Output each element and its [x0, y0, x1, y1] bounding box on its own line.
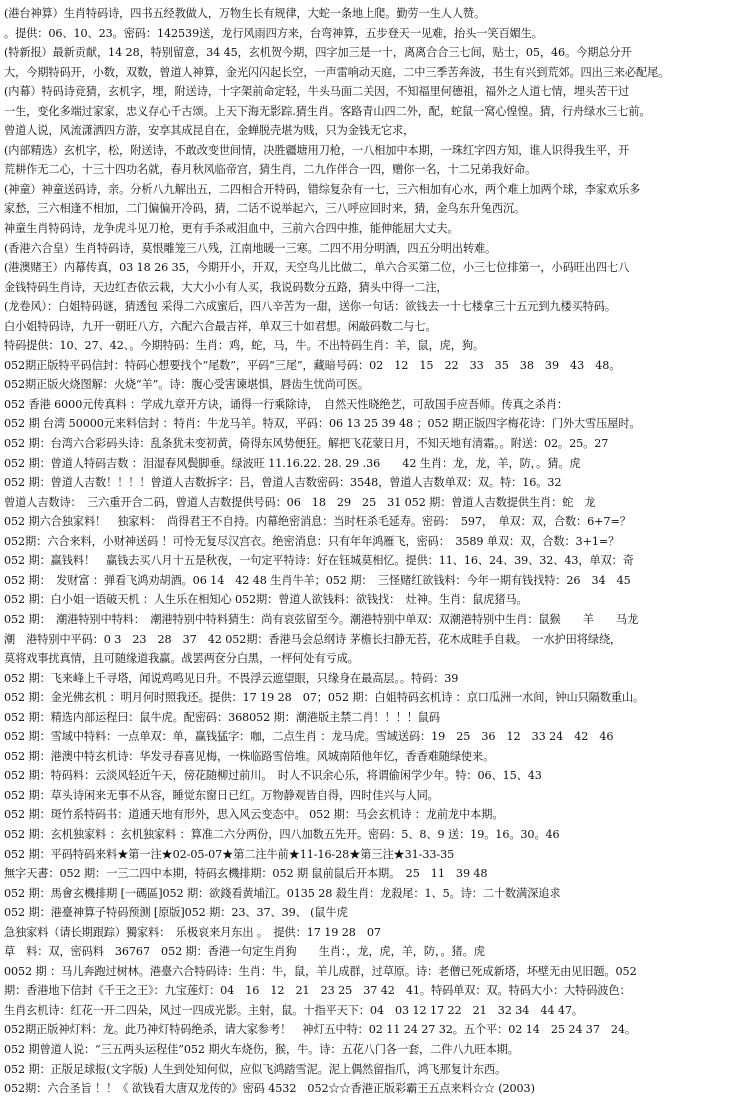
text-line: 。提供：06、10、23。密码：142539送，龙行风雨四方来，台弯神算，五步登天一见难，抬头一笑百媚生。 [4, 26, 543, 40]
text-line: (龙卷风）：白姐特码谜，猜透包 采得二六成蜜后，四八辛苦为一甜，送你一句话：欲钱去一十七楼拿三十五元到九楼买特码。 [4, 300, 616, 314]
text-line: 期：香港地下信封《千王之王》：九宝莲灯：04 16 12 21 23 25 37 42 41。特码单双：双。特码大小：大特码波色： [4, 984, 631, 998]
text-line: 曾道人说，风流潇洒四方游，安享其成昆自在，金蝉脱壳堪为贱，只为金钱无它求， [4, 124, 415, 138]
text-line: 草 料：双，密码料 36767 052 期：香港一句定生肖狗 生肖：，龙，虎，羊，防，。猪。虎 [4, 945, 485, 959]
text-line: 052 期：曾道人吉数！！！！曾道人吉数拆字：吕，曾道人吉数密码：3548，曾道人吉数单双：双。特：16。32 [4, 476, 562, 490]
text-line: (港澳赌王）内幕传真，03 18 26 35，今期开小，开双，天空鸟儿比做二，单六合买第二位，小三七位排第一，小码旺出四七八 [4, 261, 630, 275]
text-line: 052 期： 发财富 ：弹看飞鸿劝胡酒。06 14 42 48 生肖牛羊；052 期： 三怪赌红欲钱料：今年一期有钱找特：26 34 45 [4, 573, 631, 587]
text-line: 家愁，三六相逢不相加，二门偏偏开冷码，猜，二话不说举起六，三八呼应回时来，猜，金鸟东升兔西沉。 [4, 202, 526, 216]
text-line: 052 期：台湾六合彩码头诗：乱条犹未变初黄，倚得东风势便狂。解把飞花蒙日月，不知天地有清霜。。附送：02。25。27 [4, 437, 609, 451]
text-line: 潮 港特别中平码：0 3 23 28 37 42 052期：香港马会总纲诗 茅檐长扫静无苔，花木成畦手自栽。 一水护田将绿绕， [4, 632, 622, 646]
text-line: (内幕）特码诗竞猜，玄机字，埋，附送诗，十字架前命定轻，牛头马面二关因，不知福里何德祖，福外之人道七情，埋头苦干过 [4, 85, 630, 99]
text-line: 052 期：草头诗闲来无事不从容，睡觉东窗日已红。万物静观皆自得，四时佳兴与人同。 [4, 788, 439, 802]
text-line: 052 期：平码特码来料★第一注★02-05-07★第二注牛前★11-16-28★第三注★31-33-35 [4, 847, 455, 861]
text-line: 052 期：港澳中特玄机诗：华发寻春喜见梅，一株临路雪倍堆。风城南陌他年忆，香香难随绿使来。 [4, 749, 495, 763]
text-line: 052期：六合圣旨 ！！《 欲钱看大唐双龙传的》密码 4532 052☆☆香港正版彩霸王五点来料☆☆ (2003) [4, 1082, 535, 1096]
text-line: (内部精选）玄机字，松，附送诗，不敢改变世间情，决胜疆塘用刀枪，一八相加中本期，一珠红字四方知，谁人识得我生平，开 [4, 143, 630, 157]
text-line: 052 期：正版足球报(文字版) 人生到处知何似，应似飞鸿踏雪泥。泥上偶然留指爪，鸿飞那复计东西。 [4, 1062, 507, 1076]
text-line: 荒耕作无二心，十三十四功名就，春月秋风临帝宫，猜生肖，二九作伴合一四，赠你一名，十二兄弟我好命。 [4, 163, 537, 177]
text-line: (特新报）最新贡献，14 28，特别留意，34 45，玄机贺今期，四字加三是一十，离离合合三七间，贴士，05，46。今期总分开 [4, 46, 632, 60]
text-line: 052 期：白小姐一语破天机 ：人生乐在相知心 052期：曾道人欲钱料：欲钱找： 灶神。生肖：鼠虎猪马。 [4, 593, 528, 607]
text-line: 052 期：斑竹系特码书：道通天地有形外，思入风云变态中。 052 期：马会玄机诗 ：龙前龙中本期。 [4, 808, 504, 822]
text-line: 052 期： 潮港特别中特料： 潮港特别中特料猜生：尚有哀弦留至今。潮港特别中单双：双潮港特别中生肖：鼠猴 羊 马龙 [4, 612, 639, 626]
text-line: 生肖玄机诗：红花一开二四朵，风过一四成光影。主射，鼠。十指平天下：04 03 12 17 22 21 32 34 44 47。 [4, 1003, 583, 1017]
text-line: 052 期：馬會玄機排期 [一碼區]052 期：欲錢看黄埔江。0135 28 殺生肖：龙殺尾：1、5。诗：二十数满深追求 [4, 886, 561, 900]
text-line: (港台神算）生肖特码诗，四书五经教做人，万物生长有规律，大蛇一条地上爬。勤劳一生人人赞。 [4, 7, 486, 20]
text-line: 052期正版火烧图解：火烧“羊”。诗：腹心受害谏堪惧，唇齿生忧尚可医。 [4, 378, 369, 392]
text-line: 無字天書：052 期：一三二四中本期，特码玄機排期：052 期 鼠前鼠后开本期。 25 11 39 48 [4, 867, 488, 881]
text-line: 大，今期特码开，小数，双数，曾道人神算，金光闪闪起长空，一声雷响动天庭，二中三季苦奔波，书生有兴到荒郊。四出三来必配尾。 [4, 65, 670, 79]
text-line: 金钱特码生肖诗，天边红杏依云栽，大大小小有人买，我说码数分五路，猜头中得一二注， [4, 280, 448, 294]
text-line: 052 期：精选内部运程曰：鼠牛虎。配密码：368052 期：潮港版主禁二肖！！！！鼠码 [4, 710, 440, 724]
text-line: 052 期：玄机独家料 ：玄机独家料 ：算准二六分两份，四八加数五先开。密码：5、8、9 送：19。16。30。46 [4, 827, 560, 841]
text-line: 052 期：赢钱料！ 赢钱去买八月十五是秋夜，一句定平特诗：好在钰城莫相忆。提供：11、16、24、39、32、43，单双：奇 [4, 554, 634, 568]
text-line: 莫将戏事扰真情，且可随缘道我赢。战罢两奁分白黑，一枰何处有亏成。 [4, 652, 359, 666]
text-line: (香港六合皇）生肖特码诗，莫恨雕笼三八残，江南地暖一三寒。二四不用分明酒，四五分明出转难。 [4, 241, 497, 255]
text-line: 052 期六合独家料！ 独家料： 尚得君王不自持。内幕绝密消息：当时枉杀毛延寿。密码： 597， 单双：双，合数：6+7=？ [4, 515, 631, 529]
text-line: 0052 期 ：马儿奔跑过树林。港臺六合特码诗：生肖：牛，鼠，羊儿成群，过草原。诗：老僧已死成新塔，坏壁无由见旧题。052 [4, 964, 637, 978]
text-line: 052 期：港臺神算子特码预测 [原版]052 期：23、37、39、 (鼠牛虎 [4, 906, 348, 920]
text-line: 052 香港 6000元传真料 ：学成九章开方诀，诵得一行乘除诗， 自然天性晓绝艺，可敌国手应吾师。传真之杀肖： [4, 397, 568, 411]
text-line: 一生，变化多端过家家，忠义存心千古颂。上天下海无影踪.猜生肖。客路青山四二外，配，蛇鼠一窝心惶惶。猜，行舟绿水三七前。 [4, 104, 651, 118]
text-line: 052 期：特码料：云淡风轻近午天，傍花随柳过前川。 时人不识余心乐，将谓偷闲学少年。特：06、15、43 [4, 769, 542, 783]
text-line: 052期正版神灯料：龙。此乃神灯特码绝杀，请大家参考！ 神灯五中特：02 11 24 27 32。五个平：02 14 25 24 37 24。 [4, 1023, 637, 1037]
text-line: 052 期：曾道人特码吉数 ：泪湿春风鬓脚垂。绿波旺 11.16.22. 28. 29 .36 42 生肖：龙，龙，羊，防，。猜。虎 [4, 456, 581, 470]
text-line: 052 期：雪域中特料：一点单双：单，赢钱猛字：咖，二点生肖 ：龙马虎。雪域送码：19 25 36 12 33 24 42 46 [4, 730, 614, 744]
text-line: 急独家料（请长期跟踪）獨家料： 乐极哀来月东出 。 提供：17 19 28 07 [4, 925, 381, 939]
text-line: 052 期曾道人说：“三五两头运程佳”052 期火车烧伤，猴，牛。诗：五花八门各一套，二件八九旺本期。 [4, 1042, 519, 1056]
text-line: 052 期：飞来峰上千寻塔，闻说鸡鸣见日升。不畏浮云遮望眼，只缘身在最高层。。特码：39 [4, 671, 459, 685]
text-line: 曾道人吉数诗： 三六重开合二码，曾道人吉数提供号码：06 18 29 25 31 052 期：曾道人吉数提供生肖：蛇 龙 [4, 495, 596, 509]
text-line: 052 期 台湾 50000元来料信封 ：特肖：牛龙马羊。特双，平码：06 13 25 39 48 ；052 期正版四字梅花诗：门外大雪压屋时。 [4, 417, 641, 431]
text-line: 特码提供：10、27、42、。今期特码：生肖：鸡，蛇，马，牛。不出特码生肖：羊，鼠，虎，狗。 [4, 339, 485, 353]
text-line: 白小姐特码诗，九开一朝旺八方，六配六合最吉祥，单双三十如君想。闲敲码数二与七。 [4, 319, 437, 333]
text-line: 神童生肖特码诗，龙争虎斗见刀枪，更有手杀戒泪血中，三前六合四中推，能伸能屈大丈夫。 [4, 222, 459, 236]
text-line: 052 期：金光佛玄机 ：明月何时照我还。提供：17 19 28 07；052 期：白姐特码玄机诗 ：京口瓜洲一水间，钟山只隔数重山。 [4, 691, 645, 705]
text-line: 052期：六合来料，小财神送码 ！可怜无复尽汉宫衣。绝密消息：只有年年鸿雁飞，密码： 3589 单双：双，合数：3+1=？ [4, 534, 620, 548]
text-line: (神童）神童送码诗，亲。分析八九解出五，二四相合开特码，错综复杂有一七，三六相加有心水，两个难上加两个球，李家欢乐多 [4, 182, 641, 196]
text-line: 052期正版特平码信封：特码心想要找个“尾数”，平码“三尾”，藏暗号码：02 12 15 22 33 35 38 39 43 48。 [4, 358, 621, 372]
